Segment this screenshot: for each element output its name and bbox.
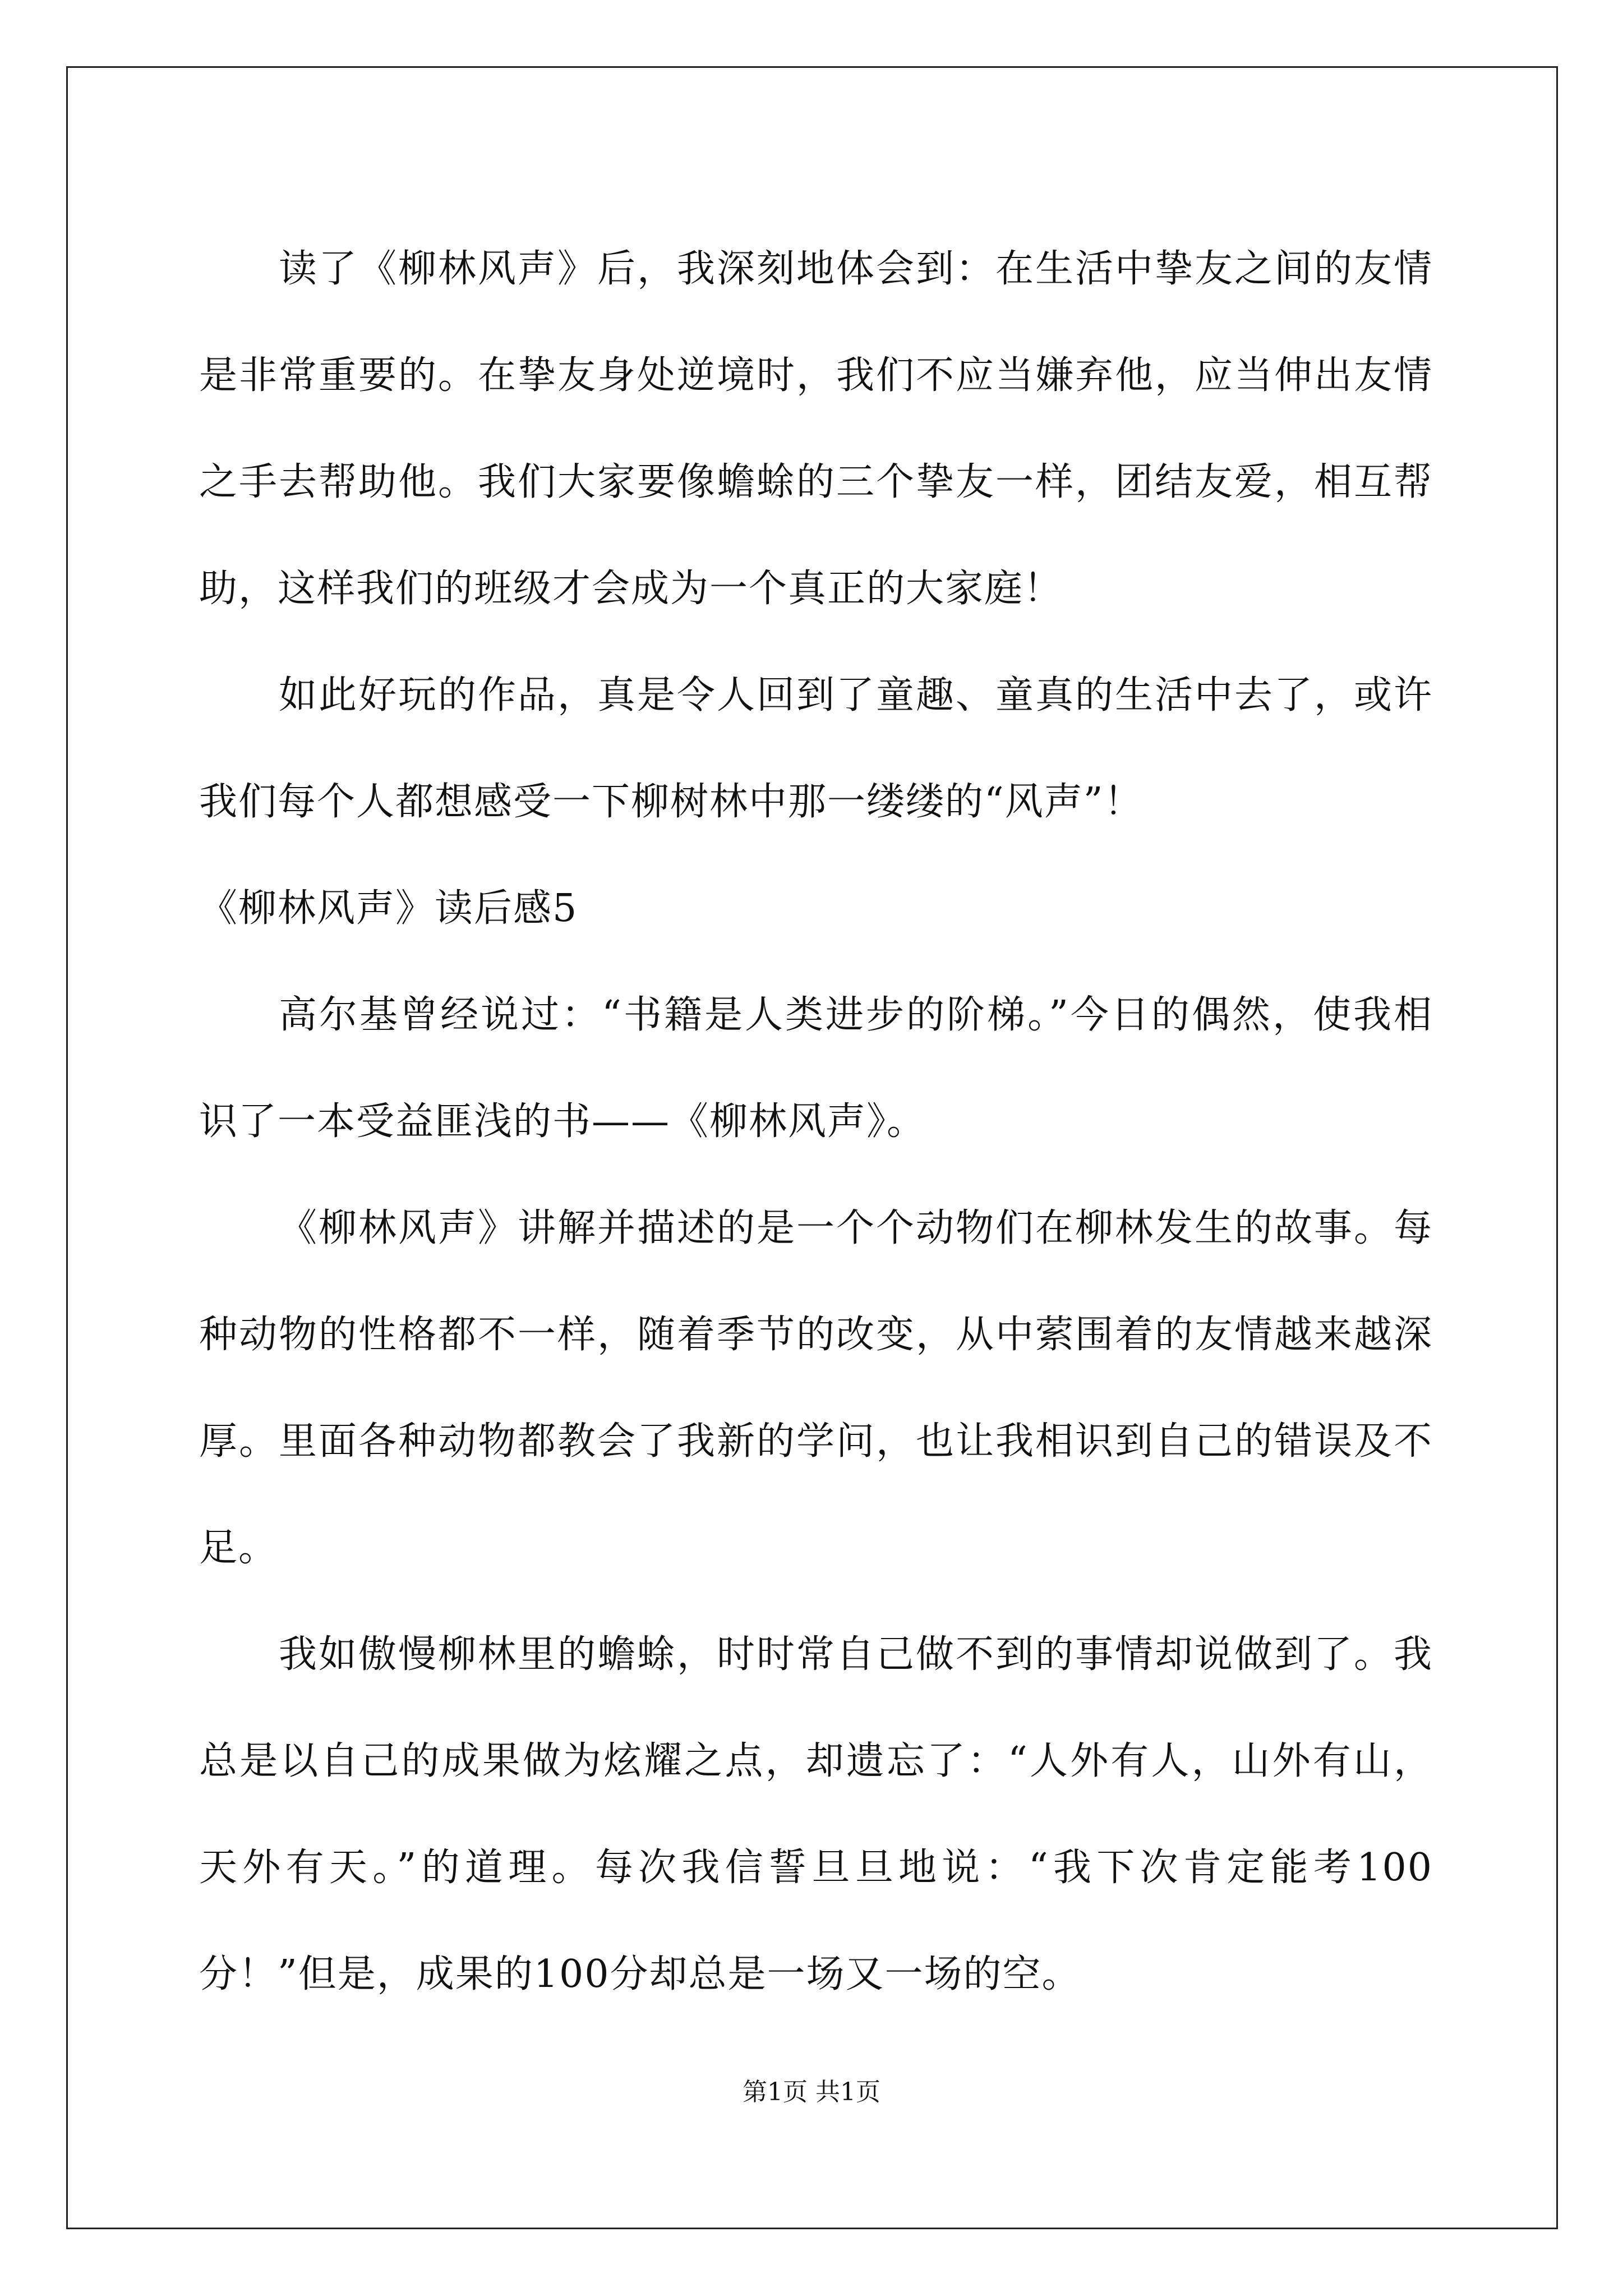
page-footer: 第1页 共1页 <box>743 2078 880 2106</box>
paragraph-4: 《柳林风声》讲解并描述的是一个个动物们在柳林发生的故事。每种动物的性格都不一样，随着季节的改变，从中萦围着的友情越来越深厚。里面各种动物都教会了我新的学问，也让我相识到自己的错误及不足。 <box>199 1206 1433 1570</box>
paragraph-5: 我如傲慢柳林里的蟾蜍，时时常自己做不到的事情却说做到了。我总是以自己的成果做为炫耀之点，却遗忘了：“人外有人，山外有山，天外有天。”的道理。每次我信誓旦旦地说：“我下次肯定能考100分！”但是，成果的100分却总是一场又一场的空。 <box>199 1632 1433 1996</box>
paragraph-2: 如此好玩的作品，真是令人回到了童趣、童真的生活中去了，或许我们每个人都想感受一下柳树林中那一缕缕的“风声”！ <box>199 673 1433 824</box>
paragraph-1: 读了《柳林风声》后，我深刻地体会到：在生活中挚友之间的友情是非常重要的。在挚友身处逆境时，我们不应当嫌弃他，应当伸出友情之手去帮助他。我们大家要像蟾蜍的三个挚友一样，团结友爱，相互帮助，这样我们的班级才会成为一个真正的大家庭！ <box>199 247 1433 611</box>
document-body <box>199 216 1433 2028</box>
paragraph-3: 高尔基曾经说过：“书籍是人类进步的阶梯。”今日的偶然，使我相识了一本受益匪浅的书——《柳林风声》。 <box>199 993 1433 1144</box>
section-heading: 《柳林风声》读后感5 <box>199 886 578 931</box>
